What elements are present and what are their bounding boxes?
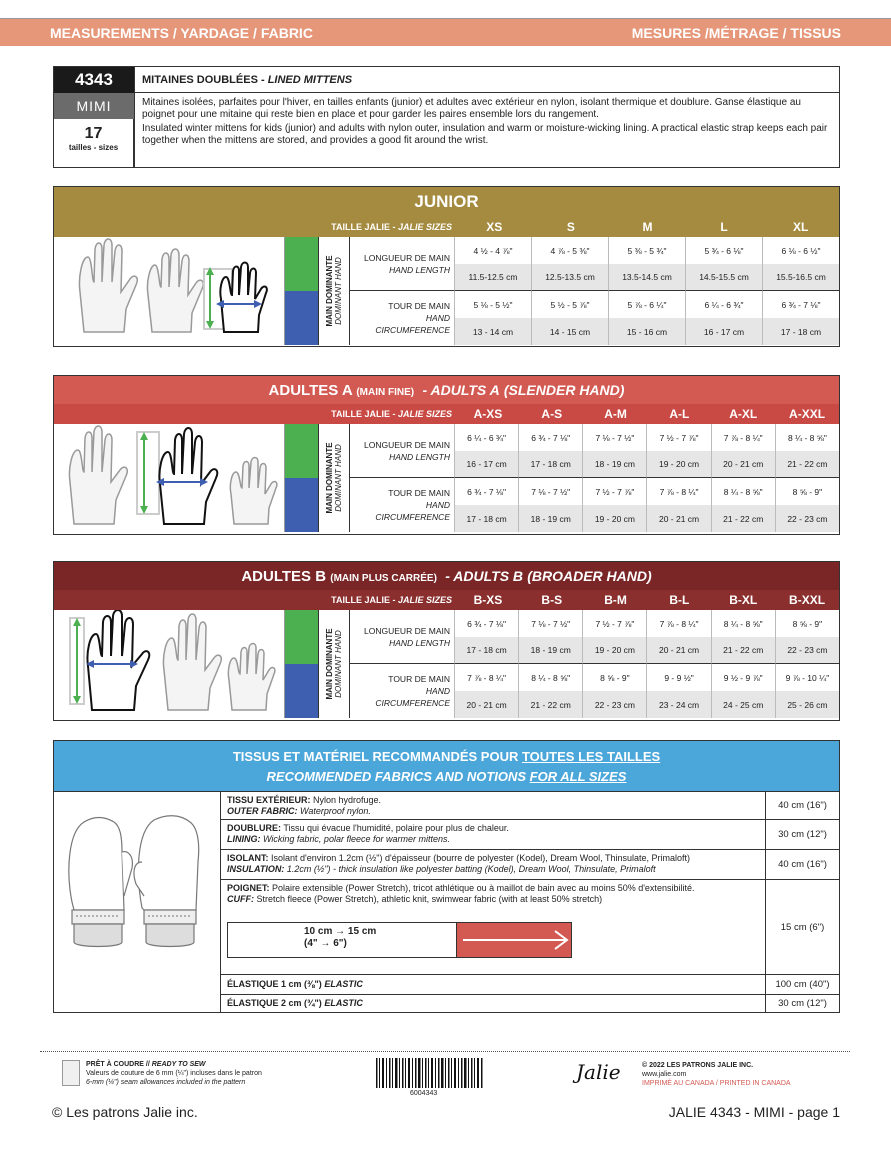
cell: 22 - 23 cm bbox=[775, 505, 839, 532]
adults-a-header: ADULTES A (MAIN FINE) - ADULTS A (SLENDER HAND) bbox=[54, 376, 839, 404]
cell: 7 ⅞ - 8 ¼" bbox=[646, 478, 710, 505]
adults-a-hands-illustration bbox=[54, 424, 285, 532]
stretch-guide-label: 10 cm → 15 cm (4" → 6") bbox=[304, 926, 377, 949]
cell: 24 - 25 cm bbox=[711, 691, 775, 718]
cell: 17 - 18 cm bbox=[762, 318, 839, 345]
junior-header: JUNIOR bbox=[54, 187, 839, 217]
junior-size-row bbox=[54, 217, 839, 237]
cell: 20 - 21 cm bbox=[646, 505, 710, 532]
cell: 21 - 22 cm bbox=[775, 451, 839, 478]
stretch-arrow-icon bbox=[456, 923, 571, 957]
fabric-row-elastic-1: ÉLASTIQUE 1 cm (⅜") ELASTIC 100 cm (40") bbox=[221, 974, 839, 994]
measurement-labels bbox=[350, 424, 454, 532]
dominant-hand-legend bbox=[285, 610, 318, 718]
dominant-hand-legend bbox=[285, 424, 318, 532]
size-b-m: B-M bbox=[604, 593, 627, 607]
cell: 8 ⅝ - 9" bbox=[775, 478, 839, 505]
banner-left: MEASUREMENTS / YARDAGE / FABRIC bbox=[50, 24, 313, 41]
cell: 19 - 20 cm bbox=[646, 451, 710, 478]
size-m: M bbox=[642, 220, 653, 234]
cell: 9 - 9 ½" bbox=[646, 664, 710, 691]
cell: 20 - 21 cm bbox=[454, 691, 518, 718]
size-b-s: B-S bbox=[541, 593, 563, 607]
cell: 4 ½ - 4 ⅞" bbox=[454, 237, 531, 264]
cell: 7 ⅞ - 8 ¼" bbox=[711, 424, 775, 451]
length-color bbox=[285, 424, 318, 478]
pattern-title bbox=[134, 67, 839, 93]
cell: 18 - 19 cm bbox=[582, 451, 646, 478]
cell: 16 - 17 cm bbox=[685, 318, 762, 345]
cell: 4 ⅞ - 5 ⅜" bbox=[531, 237, 608, 264]
cell: 8 ⅝ - 9" bbox=[775, 610, 839, 637]
cell: 7 ½ - 7 ⅞" bbox=[582, 610, 646, 637]
barcode-icon bbox=[376, 1058, 484, 1088]
cell: 17 - 18 cm bbox=[454, 505, 518, 532]
cell: 19 - 20 cm bbox=[582, 637, 646, 664]
adults-a-size-row bbox=[54, 404, 839, 424]
hand-length-label: LONGUEUR DE MAIN HAND LENGTH bbox=[350, 237, 454, 291]
dominant-hand-label: MAIN DOMINANTE DOMINANT HAND bbox=[318, 610, 350, 718]
size-count-label: tailles - sizes bbox=[68, 143, 119, 152]
cell: 12.5-13.5 cm bbox=[531, 264, 608, 291]
fabric-row-lining: DOUBLURE: Tissu qui évacue l'humidité, polaire pour plus de chaleur. LINING: Wicking fabric, polar fleece for warmer mittens. 30 cm (12") bbox=[221, 819, 839, 849]
qty-elastic-2: 30 cm (12") bbox=[765, 995, 839, 1012]
fabric-row-insulation: ISOLANT: Isolant d'environ 1.2cm (½") d'épaisseur (bourre de polyester (Kodel), Dream Wool, Thinsulate, Primaloft) INSULATION: 1.2cm (½") - thick insulation like polyester batting (Kodel), Dream Wool, Thinsulate, Primaloft 40 cm (16") bbox=[221, 849, 839, 879]
cell: 7 ⅛ - 7 ½" bbox=[518, 610, 582, 637]
cell: 14 - 15 cm bbox=[531, 318, 608, 345]
cell: 22 - 23 cm bbox=[582, 691, 646, 718]
fabrics-header: TISSUS ET MATÉRIEL RECOMMANDÉS POUR TOUTES LES TAILLES RECOMMENDED FABRICS AND NOTIONS FOR ALL SIZES bbox=[54, 741, 839, 791]
fabric-row-outer: TISSU EXTÉRIEUR: Nylon hydrofuge. OUTER FABRIC: Waterproof nylon. 40 cm (16") bbox=[221, 791, 839, 819]
cell: 5 ¾ - 6 ⅛" bbox=[685, 237, 762, 264]
ready-to-sew: PRÊT À COUDRE // READY TO SEW Valeurs de couture de 6 mm (¼") incluses dans le patron 6-mm (¼") seam allowances included in the pattern bbox=[86, 1061, 262, 1086]
cell: 20 - 21 cm bbox=[646, 637, 710, 664]
cell: 9 ½ - 9 ⅞" bbox=[711, 664, 775, 691]
dominant-hand-label: MAIN DOMINANTE DOMINANT HAND bbox=[318, 424, 350, 532]
cell: 14.5-15.5 cm bbox=[685, 264, 762, 291]
cell: 25 - 26 cm bbox=[775, 691, 839, 718]
mitten-illustration bbox=[54, 791, 221, 1012]
cell: 21 - 22 cm bbox=[518, 691, 582, 718]
pattern-info-box bbox=[53, 66, 840, 168]
size-a-m: A-M bbox=[604, 407, 627, 421]
cell: 6 ¾ - 7 ⅛" bbox=[518, 424, 582, 451]
cell: 5 ½ - 5 ⅞" bbox=[531, 291, 608, 318]
junior-hands-illustration bbox=[54, 237, 285, 345]
circumference-color bbox=[285, 664, 318, 718]
cell: 5 ⅜ - 5 ¾" bbox=[608, 237, 685, 264]
top-banner bbox=[0, 18, 891, 46]
cell: 6 ¼ - 6 ¾" bbox=[454, 424, 518, 451]
junior-body bbox=[54, 237, 839, 345]
cell: 19 - 20 cm bbox=[582, 505, 646, 532]
cell: 6 ¾ - 7 ⅛" bbox=[454, 610, 518, 637]
adults-a-body bbox=[54, 424, 839, 532]
copyright-block: © 2022 LES PATRONS JALIE INC. www.jalie.com IMPRIMÉ AU CANADA / PRINTED IN CANADA bbox=[642, 1062, 791, 1087]
cell: 7 ⅞ - 8 ¼" bbox=[454, 664, 518, 691]
stretch-guide bbox=[227, 922, 572, 958]
cell: 6 ¾ - 7 ⅛" bbox=[454, 478, 518, 505]
cell: 6 ¾ - 7 ⅛" bbox=[762, 291, 839, 318]
size-l: L bbox=[720, 220, 728, 234]
hand-length-label: LONGUEUR DE MAIN HAND LENGTH bbox=[350, 610, 454, 664]
junior-values bbox=[454, 237, 839, 345]
cell: 13.5-14.5 cm bbox=[608, 264, 685, 291]
pattern-name: MIMI bbox=[54, 93, 134, 119]
cell: 15 - 16 cm bbox=[608, 318, 685, 345]
circumference-color bbox=[285, 291, 318, 345]
cell: 7 ½ - 7 ⅞" bbox=[646, 424, 710, 451]
qty-outer: 40 cm (16") bbox=[765, 792, 839, 819]
qty-elastic-1: 100 cm (40") bbox=[765, 975, 839, 994]
size-b-xs: B-XS bbox=[473, 593, 503, 607]
cell: 20 - 21 cm bbox=[711, 451, 775, 478]
cell: 22 - 23 cm bbox=[775, 637, 839, 664]
qty-insulation: 40 cm (16") bbox=[765, 850, 839, 879]
circumference-color bbox=[285, 478, 318, 532]
size-label: TAILLE JALIE - JALIE SIZES bbox=[331, 595, 452, 605]
cell: 17 - 18 cm bbox=[518, 451, 582, 478]
cell: 18 - 19 cm bbox=[518, 637, 582, 664]
pattern-code: 4343 bbox=[54, 67, 134, 93]
hand-circumference-label: TOUR DE MAIN HAND CIRCUMFERENCE bbox=[375, 488, 450, 522]
size-b-xxl: B-XXL bbox=[789, 593, 826, 607]
footer-left: © Les patrons Jalie inc. bbox=[52, 1104, 198, 1120]
size-xs: XS bbox=[486, 220, 503, 234]
title-en: LINED MITTENS bbox=[267, 74, 353, 86]
qty-cuff: 15 cm (6") bbox=[765, 880, 839, 974]
cell: 18 - 19 cm bbox=[518, 505, 582, 532]
adults-b-hands-illustration bbox=[54, 610, 285, 718]
dominant-hand-legend bbox=[285, 237, 318, 345]
size-a-xxl: A-XXL bbox=[789, 407, 826, 421]
cell: 7 ⅞ - 8 ¼" bbox=[646, 610, 710, 637]
fabric-row-cuff: POIGNET: Polaire extensible (Power Stretch), tricot athlétique ou à maillot de bain avec au moins 50% d'extensibilité. CUFF: Stretch fleece (Power Stretch), athletic knit, swimwear fabric (with at least 50% stretch) 10 cm → 15 cm (4" → 6") 15 cm (6") bbox=[221, 879, 839, 974]
cell: 5 ⅛ - 5 ½" bbox=[454, 291, 531, 318]
fabrics-box bbox=[53, 740, 840, 1013]
cell: 7 ½ - 7 ⅞" bbox=[582, 478, 646, 505]
size-count bbox=[54, 119, 134, 167]
cell: 5 ⅞ - 6 ¼" bbox=[608, 291, 685, 318]
cell: 8 ¼ - 8 ⅝" bbox=[775, 424, 839, 451]
size-label: TAILLE JALIE - JALIE SIZES bbox=[331, 222, 452, 232]
title-fr: MITAINES DOUBLÉES - bbox=[142, 74, 265, 86]
adults-b-size-chart bbox=[53, 561, 840, 721]
cell: 13 - 14 cm bbox=[454, 318, 531, 345]
length-color bbox=[285, 610, 318, 664]
cell: 16 - 17 cm bbox=[454, 451, 518, 478]
cell: 23 - 24 cm bbox=[646, 691, 710, 718]
size-s: S bbox=[566, 220, 575, 234]
adults-a-size-chart bbox=[53, 375, 840, 535]
cell: 15.5-16.5 cm bbox=[762, 264, 839, 291]
adults-b-size-row bbox=[54, 590, 839, 610]
dominant-hand-label: MAIN DOMINANTE DOMINANT HAND bbox=[318, 237, 350, 345]
cell: 8 ⅝ - 9" bbox=[582, 664, 646, 691]
cut-line bbox=[40, 1051, 850, 1052]
cell: 9 ⅞ - 10 ¼" bbox=[775, 664, 839, 691]
cell: 21 - 22 cm bbox=[711, 637, 775, 664]
cell: 21 - 22 cm bbox=[711, 505, 775, 532]
cell: 17 - 18 cm bbox=[454, 637, 518, 664]
size-xl: XL bbox=[793, 220, 809, 234]
hand-length-label: LONGUEUR DE MAIN HAND LENGTH bbox=[350, 424, 454, 478]
hand-circumference-label: TOUR DE MAIN HAND CIRCUMFERENCE bbox=[375, 301, 450, 335]
size-a-s: A-S bbox=[541, 407, 563, 421]
measurement-labels bbox=[350, 610, 454, 718]
adults-b-header: ADULTES B (MAIN PLUS CARRÉE) - ADULTS B (BROADER HAND) bbox=[54, 562, 839, 590]
cell: 7 ⅛ - 7 ½" bbox=[518, 478, 582, 505]
banner-right: MESURES /MÉTRAGE / TISSUS bbox=[631, 24, 841, 41]
junior-size-chart bbox=[53, 186, 840, 347]
jalie-logo: Jalie bbox=[576, 1060, 621, 1084]
barcode-number: 6004343 bbox=[410, 1090, 438, 1097]
adults-a-values bbox=[454, 424, 839, 532]
size-count-number: 17 bbox=[84, 125, 103, 142]
fabrics-rows bbox=[221, 791, 839, 1012]
cell: 8 ¼ - 8 ⅝" bbox=[711, 610, 775, 637]
adults-b-values bbox=[454, 610, 839, 718]
size-a-xl: A-XL bbox=[729, 407, 758, 421]
fabric-row-elastic-2: ÉLASTIQUE 2 cm (¾") ELASTIC 30 cm (12") bbox=[221, 994, 839, 1012]
description-fr: Mitaines isolées, parfaites pour l'hiver, en tailles enfants (junior) et adultes avec extérieur en nylon, isolant thermique et doublure. Ganse élastique au poignet pour une mitaine qui reste bien en place et pour garder les paires ensemble lors du rangement. bbox=[142, 97, 801, 120]
size-b-xl: B-XL bbox=[729, 593, 758, 607]
cell: 8 ¼ - 8 ⅝" bbox=[711, 478, 775, 505]
size-label: TAILLE JALIE - JALIE SIZES bbox=[331, 409, 452, 419]
cell: 6 ¼ - 6 ¾" bbox=[685, 291, 762, 318]
description-en: Insulated winter mittens for kids (junior) and adults with nylon outer, insulation and warm or moisture-wicking lining. A practical elastic strap keeps each pair together when the mittens are stored, and provides a good fit around the wrist. bbox=[142, 123, 828, 146]
size-a-xs: A-XS bbox=[473, 407, 503, 421]
qty-lining: 30 cm (12") bbox=[765, 820, 839, 849]
ready-to-sew-icon bbox=[62, 1060, 80, 1086]
footer-right: JALIE 4343 - MIMI - page 1 bbox=[668, 1104, 840, 1120]
size-b-l: B-L bbox=[669, 593, 690, 607]
pattern-description bbox=[134, 93, 839, 167]
size-a-l: A-L bbox=[669, 407, 690, 421]
cell: 7 ⅛ - 7 ½" bbox=[582, 424, 646, 451]
hand-circumference-label: TOUR DE MAIN HAND CIRCUMFERENCE bbox=[375, 674, 450, 708]
cell: 11.5-12.5 cm bbox=[454, 264, 531, 291]
cell: 8 ¼ - 8 ⅝" bbox=[518, 664, 582, 691]
adults-b-body bbox=[54, 610, 839, 718]
length-color bbox=[285, 237, 318, 291]
measurement-labels bbox=[350, 237, 454, 345]
cell: 6 ⅛ - 6 ½" bbox=[762, 237, 839, 264]
